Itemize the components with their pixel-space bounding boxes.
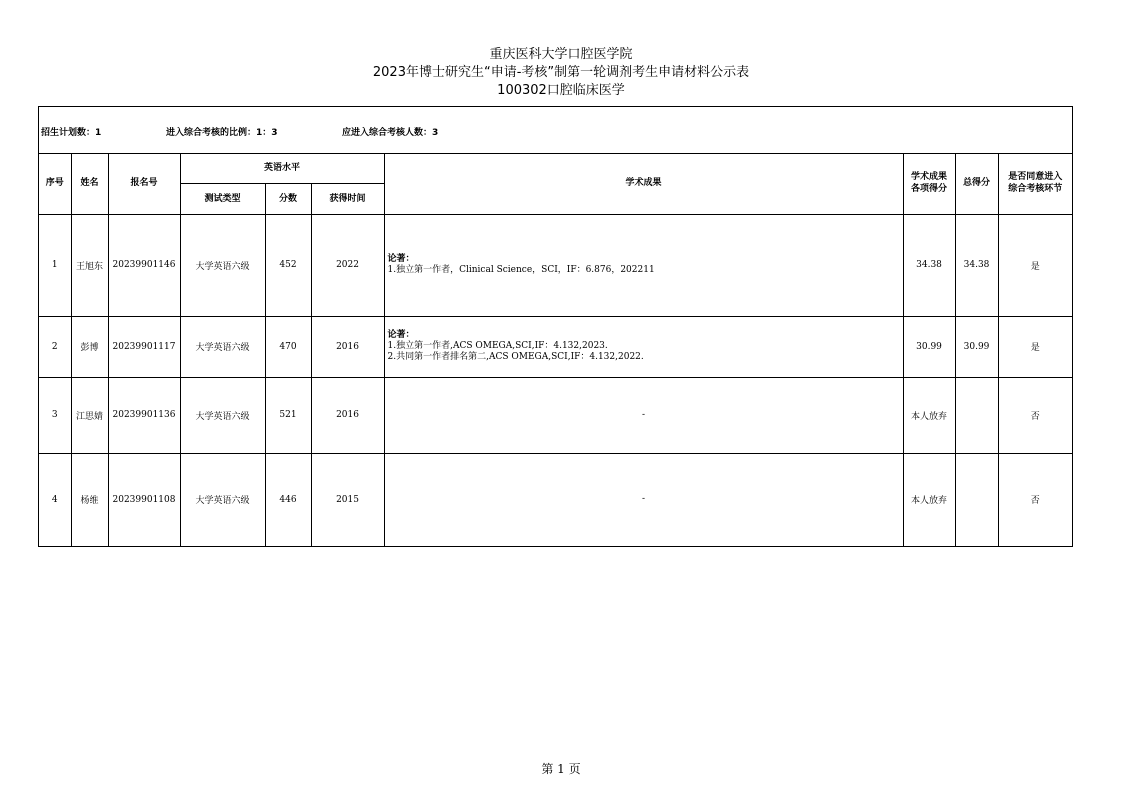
cell-seq: 2: [39, 316, 71, 377]
cell-name: 江思婧: [71, 377, 108, 453]
cell-test: 大学英语六级: [180, 214, 265, 316]
cell-ach-score: 本人放弃: [903, 453, 955, 546]
cell-score: 521: [265, 377, 311, 453]
col-total: 总得分: [955, 153, 998, 214]
cell-seq: 3: [39, 377, 71, 453]
quota-row: [39, 107, 1072, 154]
table-row: [39, 453, 1072, 546]
page-number: 第 1 页: [541, 762, 581, 776]
cell-time: 2016: [311, 316, 384, 377]
cell-total: [955, 377, 998, 453]
cell-seq: 1: [39, 214, 71, 316]
col-test-type: 测试类型: [180, 183, 265, 214]
cell-score: 470: [265, 316, 311, 377]
achievement-heading: 论著：: [387, 254, 415, 264]
col-time: 获得时间: [311, 183, 384, 214]
achievement-line: 1.独立第一作者,ACS OMEGA,SCI,IF：4.132,2023.: [387, 341, 608, 351]
cell-achievements: [384, 214, 903, 316]
major-title: 100302口腔临床医学: [497, 83, 625, 98]
cell-reg: 20239901117: [108, 316, 180, 377]
cell-test: 大学英语六级: [180, 453, 265, 546]
cell-reg: 20239901146: [108, 214, 180, 316]
school-title: 重庆医科大学口腔医学院: [489, 47, 633, 62]
applicant-table: [39, 153, 1072, 546]
achievement-heading: 论著：: [387, 330, 415, 340]
document-title-block: [0, 46, 1122, 100]
col-seq: 序号: [39, 153, 71, 214]
cell-name: 彭博: [71, 316, 108, 377]
cell-reg: 20239901136: [108, 377, 180, 453]
cell-total: [955, 453, 998, 546]
table-row: [39, 214, 1072, 316]
col-agree: [998, 153, 1072, 214]
col-reg: 报名号: [108, 153, 180, 214]
table-row: [39, 377, 1072, 453]
col-english: 英语水平: [180, 153, 384, 183]
cell-seq: 4: [39, 453, 71, 546]
cell-agree: 是: [998, 214, 1072, 316]
col-ach-score: [903, 153, 955, 214]
assessment-ratio: 进入综合考核的比例：1：3: [166, 128, 278, 138]
cell-ach-score: 本人放弃: [903, 377, 955, 453]
cell-agree: 否: [998, 377, 1072, 453]
cell-score: 452: [265, 214, 311, 316]
cell-agree: 否: [998, 453, 1072, 546]
col-name: 姓名: [71, 153, 108, 214]
cell-achievements: [384, 453, 903, 546]
cell-achievements: [384, 316, 903, 377]
table-title: 2023年博士研究生“申请-考核”制第一轮调剂考生申请材料公示表: [372, 65, 750, 80]
cell-name: 杨维: [71, 453, 108, 546]
cell-agree: 是: [998, 316, 1072, 377]
cell-name: 王旭东: [71, 214, 108, 316]
cell-total: 34.38: [955, 214, 998, 316]
cell-time: 2022: [311, 214, 384, 316]
col-agree-label: 是否同意进入综合考核环节: [1008, 172, 1063, 195]
achievement-line: 2.共同第一作者排名第二,ACS OMEGA,SCI,IF：4.132,2022.: [387, 352, 644, 362]
cell-achievements: [384, 377, 903, 453]
col-ach-score-label: 学术成果各项得分: [911, 172, 948, 195]
cell-ach-score: 30.99: [903, 316, 955, 377]
assessment-count: 应进入综合考核人数：3: [342, 128, 439, 138]
cell-ach-score: 34.38: [903, 214, 955, 316]
col-score: 分数: [265, 183, 311, 214]
col-achievements: 学术成果: [384, 153, 903, 214]
achievement-line: 1.独立第一作者，Clinical Science，SCI，IF：6.876，202211: [387, 265, 655, 275]
achievement-line: -: [642, 494, 646, 505]
cell-score: 446: [265, 453, 311, 546]
cell-test: 大学英语六级: [180, 377, 265, 453]
cell-time: 2015: [311, 453, 384, 546]
cell-test: 大学英语六级: [180, 316, 265, 377]
plan-count: 招生计划数：1: [41, 128, 102, 138]
achievement-line: -: [642, 409, 646, 420]
cell-total: 30.99: [955, 316, 998, 377]
table-row: [39, 316, 1072, 377]
applicant-sheet: [38, 106, 1073, 547]
cell-time: 2016: [311, 377, 384, 453]
cell-reg: 20239901108: [108, 453, 180, 546]
